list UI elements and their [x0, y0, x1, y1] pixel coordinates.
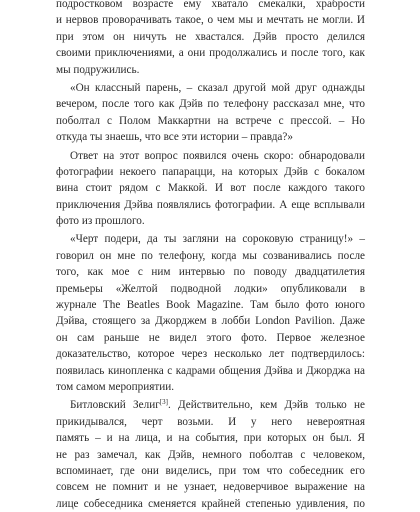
text-line-content: появилась кинопленка с кадрами общения Дэйва и Джорджа на — [56, 364, 365, 377]
text-line-content: Битловский Зелиг — [70, 399, 160, 412]
text-line — [56, 180, 365, 196]
text-line — [56, 397, 365, 413]
text-line-content: вечером, после того как Дэйв по телефону рассказал мне, что — [56, 98, 365, 111]
text-line-content: Ответ на этот вопрос появился очень скоро: обнародовали — [70, 149, 365, 162]
text-line-content: вспоминает, где они виделись, при том что собеседник его — [56, 464, 365, 477]
text-line-content: доказательство, которое через несколько лет подтвердилось: — [56, 348, 365, 361]
text-line — [56, 29, 365, 45]
text-line-content: «Он классный парень, – сказал другой мой друг однажды — [70, 81, 365, 94]
text-line — [56, 248, 365, 264]
text-line-content: подростковом возрасте ему хватало смекалки, храбрости — [56, 0, 365, 10]
text-line-content: он сам раньше не видел этого фото. Первое железное — [56, 331, 365, 344]
text-line — [56, 479, 365, 495]
text-line-content: говорил он мне по телефону, когда мы созванивались после — [56, 249, 365, 262]
text-line-content: память – и на лица, и на события, при которых он был. Я — [56, 432, 365, 445]
text-line — [56, 129, 365, 145]
text-line-content: совсем не помнит и не узнает, недоверчивое выражение на — [56, 481, 365, 494]
text-line — [56, 379, 365, 395]
text-line — [56, 264, 365, 280]
text-line — [56, 363, 365, 379]
text-line-content: того, как мое с ним интервью по поводу двадцатилетия — [56, 266, 365, 279]
text-line — [56, 148, 365, 164]
footnote-ref[interactable]: [3] — [159, 398, 168, 407]
text-line — [56, 45, 365, 61]
text-line-content: том самом мероприятии. — [56, 380, 175, 393]
text-line-content: откуда ты знаешь, что все эти истории – правда?» — [56, 131, 293, 144]
text-line-content: фотографии некоего папарацци, на которых Дэйв с бокалом — [56, 165, 365, 178]
body-text — [56, 0, 365, 512]
text-line — [56, 80, 365, 96]
text-line-content: не раз замечал, как Дэйв, немного поболтав с человеком, — [56, 448, 365, 461]
text-line — [56, 281, 365, 297]
text-line-content: своими приключениями, а они продолжались и после того, как — [56, 47, 365, 60]
text-line — [56, 12, 365, 28]
text-line-content: поболтал с Полом Маккартни на встрече с прессой. – Но — [56, 114, 365, 127]
text-line-content: приключения Дэйва появлялись фотографии. А еще всплывали — [56, 198, 365, 211]
text-line-tail: . Действительно, кем Дэйв только не — [167, 399, 365, 412]
text-line — [56, 62, 365, 78]
text-line — [56, 231, 365, 247]
text-line — [56, 96, 365, 112]
text-line — [56, 0, 365, 12]
text-line — [56, 164, 365, 180]
text-line — [56, 447, 365, 463]
text-line-content: прикидывался, черт возьми. И у него невероятная — [56, 415, 365, 428]
text-line — [56, 197, 365, 213]
text-line — [56, 213, 365, 229]
text-line-content: мы подружились. — [56, 63, 140, 76]
text-line — [56, 430, 365, 446]
text-line-content: журнале The Beatles Book Magazine. Там было фото юного — [56, 299, 365, 312]
text-line-content: при этом он ничуть не хвастался. Дэйв просто делился — [56, 30, 365, 43]
text-line — [56, 297, 365, 313]
text-line-content: и нервов проворачивать такое, о чем мы и мечтать не могли. И — [56, 14, 365, 27]
text-line — [56, 463, 365, 479]
text-line — [56, 113, 365, 129]
text-line-content: Дэйва, стоящего за Джорджем в лобби London Pavilion. Даже — [56, 315, 365, 328]
text-line — [56, 330, 365, 346]
text-line-content: лице собеседника сменяется крайней степенью удивления, по — [56, 497, 365, 510]
text-line — [56, 496, 365, 512]
text-line — [56, 346, 365, 362]
text-line-content: фото из прошлого. — [56, 215, 145, 228]
text-line-content: вина стоит рядом с Маккой. И вот после каждого такого — [56, 182, 365, 195]
text-line-content: «Черт подери, да ты загляни на сороковую страницу!» – — [70, 233, 365, 246]
text-line — [56, 313, 365, 329]
text-line-content: премьеры «Желтой подводной лодки» опубликовали в — [56, 282, 365, 295]
text-line — [56, 414, 365, 430]
